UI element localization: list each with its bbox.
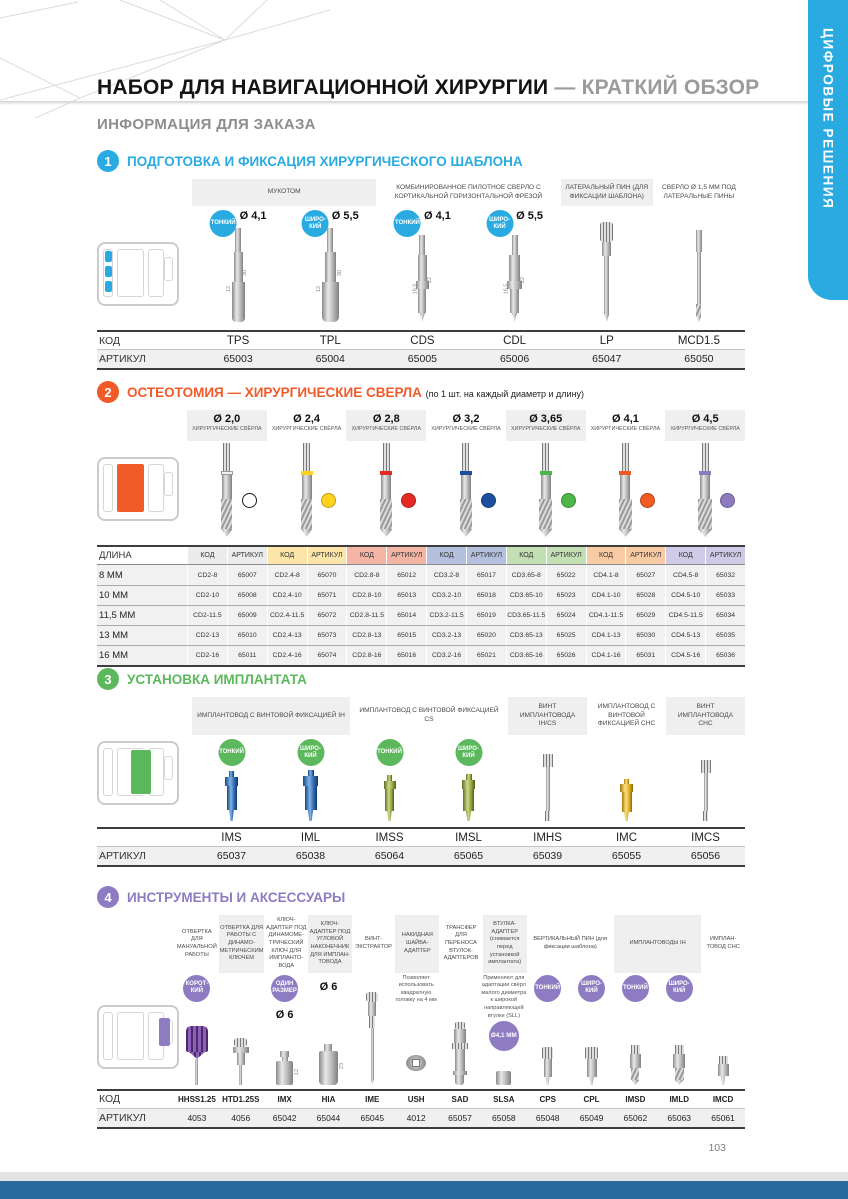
col-header-mucotome: МУКОТОМ [192,179,376,206]
side-tab-label: ЦИФРОВЫЕ РЕШЕНИЯ [820,28,836,210]
article-cell: 4056 [231,1112,251,1123]
product-tpl [284,210,376,322]
product-cdl [468,210,560,322]
article-cell: 65056 [690,850,721,862]
footer-bar [0,1181,848,1199]
article-cell: 65064 [374,850,405,862]
sleeve-adapter-illustration [496,1071,511,1085]
drill-3-2 [426,443,506,537]
code-row [97,827,745,847]
col-header-pilot-drill: КОМБИНИРОВАННОЕ ПИЛОТНОЕ СВЕРЛО С КОРТИКАЛЬНОЙ ГОРИЗОНТАЛЬНОЙ ФРЕЗОЙ [394,183,543,200]
code-cell: HTD1.25S [222,1094,260,1104]
code-cell: SAD [451,1094,469,1104]
product-cpl [570,975,614,1085]
product-hia [307,975,351,1085]
section1-products [97,206,745,330]
product-cds [376,210,468,322]
torque-screwdriver-illustration [233,1038,249,1085]
drill-2-4 [267,443,347,537]
drill-2-0 [187,443,267,537]
product-tps [192,210,284,322]
section2-title: ОСТЕОТОМИЯ — ХИРУРГИЧЕСКИЕ СВЕРЛА (по 1 шт. на каждый диаметр и длину) [127,384,585,400]
product-imss [350,739,429,821]
section2-number-badge: 2 [97,381,119,403]
col-header: ИМПЛАН-ТОВОД СНС [706,936,740,950]
code-cell: CPL [583,1094,600,1104]
article-cell: 65049 [579,1112,604,1123]
pilot-drill-illustration: 22 16.5 [507,235,522,322]
article-cell: 65061 [711,1112,735,1123]
col-header: ВИНТ-ЭКСТРАКТОР [355,936,392,950]
section4-table [97,1089,745,1129]
product-lp [561,210,653,322]
thin-badge: ТОНКИЙ [534,975,561,1002]
product-iml [271,739,350,821]
vertical-pin-illustration [542,1047,553,1085]
article-cell: 65062 [623,1112,648,1123]
section3-header [97,668,745,690]
diameter-label: Ø 5,5 [516,210,544,222]
article-row: АРТИКУЛ 4053 4056 65042 65044 65045 4012 65057 65058 65048 65049 65062 65063 65061 [97,1109,745,1129]
color-dot-green [561,493,576,508]
code-cell: CDL [503,334,527,347]
diameter-header: Ø 2,4 ХИРУРГИЧЕСКИЕ СВЁРЛА [271,413,342,432]
col-header: ВТУЛКА-АДАПТЕР (снимается перед установкой имплантата) [483,915,527,973]
implant-driver-illustration [620,779,633,821]
product-htd125s [219,975,263,1085]
col-header: ИМПЛАНТОВОДЫ IH [614,915,701,973]
implant-driver-illustration [384,775,396,821]
slsa-note: Применяют для адаптации свёрл малого диаметра к широкой направляющей втулке (SLL) [481,974,527,1019]
page-title-suffix: — КРАТКИЙ ОБЗОР [548,76,760,99]
diameter-label: Ø 4,1 [423,210,451,222]
vertical-pin-illustration [585,1047,598,1085]
article-cell: 65050 [684,353,714,365]
code-cell: USH [407,1094,425,1104]
article-cell: 65042 [272,1112,297,1123]
washer-adapter-illustration [406,1055,426,1071]
diameter-header: Ø 4,5 ХИРУРГИЧЕСКИЕ СВЁРЛА [665,410,745,441]
article-cell: 65048 [535,1112,560,1123]
diameter-header: Ø 3,65 ХИРУРГИЧЕСКИЕ СВЁРЛА [506,410,586,441]
page-title [97,76,759,100]
code-cell: IMLD [669,1094,689,1104]
article-cell: 65057 [448,1112,472,1123]
section1-header [97,150,745,172]
screw-extractor-illustration [366,992,378,1085]
col-header-driver-ih: ИМПЛАНТОВОД С ВИНТОВОЙ ФИКСАЦИЕЙ IH [192,697,350,735]
diameter-label: Ø 6 [275,1008,294,1021]
article-cell: 65044 [316,1112,341,1123]
product-mcd15 [653,210,745,322]
col-header: ОТВЕРТКА ДЛЯ РАБОТЫ С ДИНАМО-МЕТРИЧЕСКИМ КЛЮЧЕМ [219,915,265,973]
transfer-illustration [452,1022,468,1085]
section4-title: ИНСТРУМЕНТЫ И АКСЕССУАРЫ [127,889,346,905]
drill-4-5 [665,443,745,537]
mucotome-drill-illustration: 30 12 [322,228,339,322]
implant-driver-illustration [225,771,238,821]
wide-badge: ШИРО-КИЙ [455,739,482,766]
footer-strip [0,1172,848,1181]
col-header-pin-drill: СВЕРЛО Ø 1,5 ММ ПОД ЛАТЕРАЛЬНЫЕ ПИНЫ [661,183,736,200]
col-header-lateral-pin: ЛАТЕРАЛЬНЫЙ ПИН (ДЛЯ ФИКСАЦИИ ШАБЛОНА) [561,179,653,206]
article-cell: 65037 [216,850,247,862]
driver-screw-illustration [701,760,711,821]
wide-badge: ШИРО-КИЙ [297,739,324,766]
implant-driver-illustration [303,770,318,821]
section1-table [97,330,745,370]
thin-badge: ТОНКИЙ [210,210,237,237]
code-cell: MCD1.5 [677,334,720,347]
product-ime [350,975,394,1085]
product-imsl [429,739,508,821]
article-cell: 65045 [360,1112,385,1123]
code-cell: CDS [410,334,435,347]
implant-driver-illustration [718,1056,729,1085]
section1-number-badge: 1 [97,150,119,172]
code-cell: IMX [277,1094,292,1104]
article-cell: 65003 [223,353,253,365]
code-cell: TPL [319,334,341,347]
tray-thumbnail [97,1005,179,1069]
drill-3-65 [506,443,586,537]
article-cell: 4012 [406,1112,426,1123]
diameter-label: Ø 4,1 [239,210,267,222]
color-dot-yellow [321,493,336,508]
col-header-screw-ihcs: ВИНТ ИМПЛАНТОВОДА IH/CS [508,697,587,735]
section2-table [97,545,745,667]
implant-driver-illustration [462,774,475,821]
article-cell: 65004 [315,353,345,365]
col-header: ТРАНСФЕР ДЛЯ ПЕРЕНОСА ВТУЛОК-АДАПТЕРОВ [443,924,479,962]
col-header: КЛЮЧ-АДАПТЕР ПОД УГЛОВОЙ НАКОНЕЧНИК ДЛЯ ИМПЛАН-ТОВОДА [308,915,352,973]
code-row: КОД TPS TPL CDS CDL LP MCD1.5 [97,330,745,350]
section2-diameter-headers [97,410,745,441]
code-cell: IMS [221,831,242,844]
code-cell: HIA [321,1094,336,1104]
thin-badge: ТОНКИЙ [218,739,245,766]
code-cell: IMSD [625,1094,646,1104]
product-cps [526,975,570,1085]
pin-drill-illustration [696,230,702,322]
diameter-label: Ø 6 [319,980,338,993]
product-ush [394,975,438,1085]
article-cell: 65065 [453,850,484,862]
page-title-main: НАБОР ДЛЯ НАВИГАЦИОННОЙ ХИРУРГИИ [97,76,549,99]
table-row: 10 ММ CD2-10 65008 CD2.4-10 65071 CD2.8-10 65013 CD3.2-10 65018 CD3.65-10 65023 CD4.1-10 65028 CD4.5-10 65033 [97,585,745,605]
section2-table-header: ДЛИНА КОД АРТИКУЛ КОД АРТИКУЛ КОД АРТИКУЛ КОД АРТИКУЛ КОД АРТИКУЛ КОД АРТИКУЛ КОД АРТИКУЛ [97,547,745,565]
section4-number-badge: 4 [97,886,119,908]
section2-header [97,381,745,403]
diameter-header: Ø 2,8 ХИРУРГИЧЕСКИЕ СВЁРЛА [346,410,426,441]
article-cell: 4053 [187,1112,207,1123]
code-row: КОД HHSS1.25 HTD1.25S IMX HIA IME USH SAD SLSA CPS CPL IMSD IMLD IMCD [97,1089,745,1109]
color-dot-purple [720,493,735,508]
article-row: АРТИКУЛ 65003 65004 65005 65006 65047 65050 [97,350,745,370]
product-imc [587,739,666,821]
col-header: ВЕРТИКАЛЬНЫЙ ПИН (для фиксации шаблона) [533,936,608,950]
code-cell: TPS [226,334,250,347]
diameter-badge: Ø4,1 ММ [489,1021,519,1051]
col-header: НАКИДНАЯ ШАЙБА-АДАПТЕР [395,915,439,973]
code-cell: IMCS [691,831,720,844]
code-cell: CPS [539,1094,556,1104]
thin-badge: ТОНКИЙ [394,210,421,237]
color-dot-red [401,493,416,508]
article-cell: 65055 [611,850,642,862]
code-cell: LP [599,334,614,347]
section2-note: (по 1 шт. на каждый диаметр и длину) [425,388,585,399]
color-dot-white [242,493,257,508]
col-header: КЛЮЧ-АДАПТЕР ПОД ДИНАМОМЕ-ТРИЧЕСКИЙ КЛЮЧ ДЛЯ ИМПЛАНТО-ВОДА [265,917,307,970]
short-badge: КОРОТ-КИЙ [183,975,210,1002]
code-cell: IMHS [533,831,562,844]
product-imhs [508,739,587,821]
code-cell: IML [300,831,321,844]
torque-adapter-illustration: 12 [276,1051,293,1085]
diameter-label: Ø 5,5 [331,210,359,222]
col-header: ОТВЕРТКА ДЛЯ МАНУАЛЬНОЙ РАБОТЫ [176,928,217,958]
driver-screw-illustration [543,754,553,821]
diameter-header: Ø 2,0 ХИРУРГИЧЕСКИЕ СВЁРЛА [187,410,267,441]
article-cell: 65047 [592,353,622,365]
code-cell: IME [365,1094,380,1104]
code-cell: SLSA [493,1094,515,1104]
section3-number-badge: 3 [97,668,119,690]
article-cell: 65006 [499,353,530,365]
wide-badge: ШИРО-КИЙ [302,210,329,237]
section3-table [97,827,745,867]
article-cell: 65039 [532,850,563,862]
section-instruments-accessories [97,886,745,1129]
product-sad [438,975,482,1085]
handpiece-adapter-illustration: 23 [319,1044,338,1085]
header-divider [0,101,808,105]
tray-thumbnail [97,457,179,521]
side-tab-digital-solutions [808,0,848,300]
article-cell: 65058 [492,1112,516,1123]
table-row: 13 ММ CD2-13 65010 CD2.4-13 65073 CD2.8-13 65015 CD3.2-13 65020 CD3.65-13 65025 CD4.1-13 65030 CD4.5-13 65035 [97,625,745,645]
diameter-header: Ø 3,2 ХИРУРГИЧЕСКИЕ СВЁРЛА [431,413,501,432]
article-cell: 65063 [667,1112,692,1123]
diameter-header: Ø 4,1 ХИРУРГИЧЕСКИЕ СВЁРЛА [590,413,661,432]
section-osteotomy [97,381,745,667]
code-cell: IMCD [712,1094,734,1104]
drill-2-8 [346,443,426,537]
lateral-pin-illustration [600,222,613,322]
section4-column-headers [97,915,745,973]
thin-badge: ТОНКИЙ [376,739,403,766]
table-row: 8 ММ CD2-8 65007 CD2.4-8 65070 CD2.8-8 65012 CD3.2-8 65017 CD3.65-8 65022 CD4.1-8 65027 CD4.5-8 65032 [97,565,745,585]
section1-title: ПОДГОТОВКА И ФИКСАЦИЯ ХИРУРГИЧЕСКОГО ШАБЛОНА [127,153,523,169]
product-imcs [666,739,745,821]
pilot-drill-illustration: 22 16.5 [416,235,429,322]
table-row: 11,5 ММ CD2-11.5 65009 CD2.4-11.5 65072 CD2.8-11.5 65014 CD3.2-11.5 65019 CD3.65-11.5 65024 CD4.1-11.5 65029 CD4.5-11.5 65034 [97,605,745,625]
wide-badge: ШИРО-КИЙ [578,975,605,1002]
col-header-screw-chc: ВИНТ ИМПЛАНТОВОДА CHC [666,697,745,735]
section4-products [97,973,745,1089]
section4-header [97,886,745,908]
wide-badge: ШИРО-КИЙ [666,975,693,1002]
product-imsd [613,975,657,1085]
product-ims [192,739,271,821]
section3-column-headers [97,697,745,735]
code-cell: IMC [615,831,638,844]
section2-products [97,441,745,543]
drill-4-1 [586,443,666,537]
section-implant-placement [97,668,745,867]
col-header-driver-chc: ИМПЛАНТОВОД С ВИНТОВОЙ ФИКСАЦИЕЙ CHC [597,702,656,728]
mucotome-drill-illustration: 30 12 [232,228,245,322]
one-size-badge: ОДИН РАЗМЕР [271,975,298,1002]
thin-badge: ТОНКИЙ [622,975,649,1002]
article-cell: 65038 [295,850,326,862]
product-imx [263,975,307,1085]
product-imcd [701,975,745,1085]
section3-products [97,735,745,827]
order-info-heading: ИНФОРМАЦИЯ ДЛЯ ЗАКАЗА [97,116,316,133]
ush-note: Позволяет использовать квадратную головку на 4 мм [395,974,437,1004]
manual-screwdriver-illustration [186,1026,208,1085]
product-imld [657,975,701,1085]
article-row: АРТИКУЛ 65037 65038 65064 65065 65039 65055 65056 [97,847,745,867]
implant-driver-illustration [673,1045,685,1085]
section3-title: УСТАНОВКА ИМПЛАНТАТА [127,671,307,687]
color-dot-blue [481,493,496,508]
tray-thumbnail [97,242,179,306]
code-cell: HHSS1.25 [178,1094,216,1104]
tray-thumbnail [97,741,179,805]
code-cell: IMSS [375,831,404,844]
section-template-preparation [97,150,745,370]
product-slsa [482,975,526,1085]
page-number: 103 [708,1142,726,1154]
table-row: 16 ММ CD2-16 65011 CD2.4-16 65074 CD2.8-16 65016 CD3.2-16 65021 CD3.65-16 65026 CD4.1-16 65031 CD4.5-16 65036 [97,645,745,665]
section1-column-headers [97,179,745,206]
code-cell: IMSL [455,831,482,844]
color-dot-orange [640,493,655,508]
implant-driver-illustration [630,1045,641,1085]
wide-badge: ШИРО-КИЙ [486,210,513,237]
col-header-driver-cs: ИМПЛАНТОВОД С ВИНТОВОЙ ФИКСАЦИЕЙ CS [359,707,499,723]
product-hhss125 [175,975,219,1085]
article-cell: 65005 [407,353,437,365]
